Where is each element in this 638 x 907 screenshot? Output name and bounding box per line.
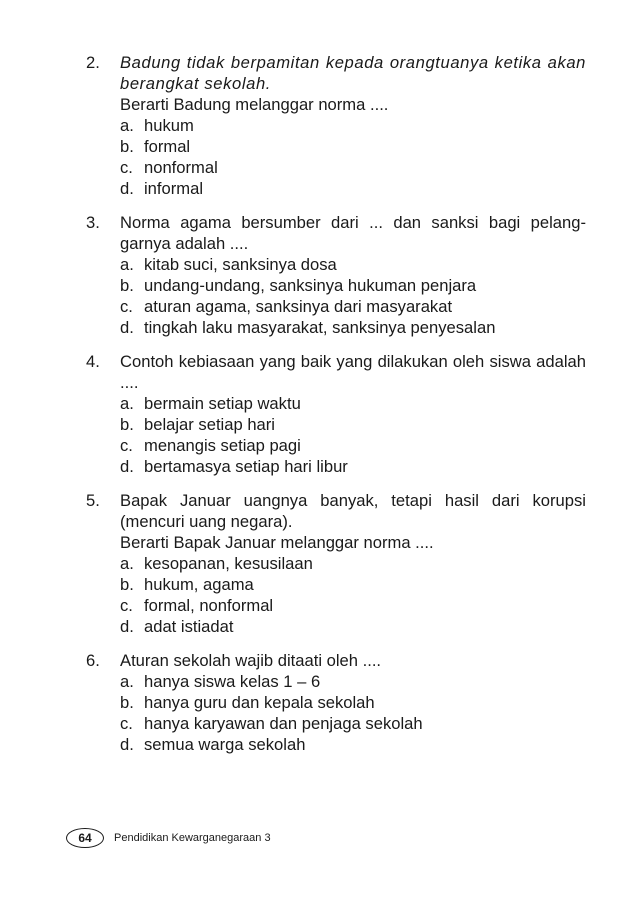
option-b (120, 414, 586, 435)
option-text: formal (144, 137, 191, 156)
page-number-badge: 64 (66, 828, 104, 848)
option-d (120, 456, 586, 477)
option-text: bermain setiap waktu (144, 394, 301, 413)
option-letter: b. (120, 575, 134, 594)
question-6 (86, 650, 586, 755)
question-3 (86, 212, 586, 338)
question-body (120, 351, 586, 477)
option-text: hanya siswa kelas 1 – 6 (144, 672, 321, 691)
option-letter: a. (120, 255, 134, 274)
option-letter: a. (120, 394, 134, 413)
option-d (120, 734, 586, 755)
question-number: 3. (86, 213, 100, 232)
option-letter: b. (120, 693, 134, 712)
option-letter: b. (120, 415, 134, 434)
option-letter: c. (120, 158, 133, 177)
question-stem: Aturan sekolah wajib ditaati oleh .... (120, 651, 382, 670)
option-d (120, 616, 586, 637)
option-a (120, 254, 586, 275)
option-a (120, 553, 586, 574)
option-letter: c. (120, 297, 133, 316)
option-text: undang-undang, sanksinya hukuman penjara (144, 276, 477, 295)
option-letter: d. (120, 457, 134, 476)
question-stem: Badung tidak berpamitan kepada orangtuanya ketika akan berangkat sekolah. (120, 53, 586, 93)
question-4 (86, 351, 586, 477)
option-text: informal (144, 179, 204, 198)
option-b (120, 136, 586, 157)
question-body (120, 490, 586, 637)
question-prompt: Berarti Bapak Januar melanggar norma .... (120, 533, 434, 552)
book-title: Pendidikan Kewarganegaraan 3 (114, 832, 271, 844)
option-a (120, 393, 586, 414)
option-d (120, 178, 586, 199)
question-5 (86, 490, 586, 637)
option-text: menangis setiap pagi (144, 436, 301, 455)
question-number: 4. (86, 352, 100, 371)
question-number: 2. (86, 53, 100, 72)
page-footer (66, 828, 271, 848)
question-number: 6. (86, 651, 100, 670)
option-b (120, 275, 586, 296)
option-text: hukum (144, 116, 194, 135)
option-letter: c. (120, 596, 133, 615)
option-a (120, 671, 586, 692)
option-letter: c. (120, 436, 133, 455)
option-letter: d. (120, 318, 134, 337)
option-letter: d. (120, 617, 134, 636)
option-text: hukum, agama (144, 575, 254, 594)
question-list (86, 52, 586, 768)
option-letter: b. (120, 276, 134, 295)
question-stem: Contoh kebiasaan yang baik yang dilakukan oleh siswa adalah .... (120, 352, 586, 392)
option-text: formal, nonformal (144, 596, 274, 615)
question-body (120, 212, 586, 338)
option-c (120, 435, 586, 456)
option-letter: a. (120, 554, 134, 573)
option-b (120, 574, 586, 595)
option-letter: d. (120, 735, 134, 754)
option-letter: c. (120, 714, 133, 733)
option-d (120, 317, 586, 338)
question-body (120, 650, 586, 755)
option-letter: b. (120, 137, 134, 156)
question-number: 5. (86, 491, 100, 510)
option-text: semua warga sekolah (144, 735, 306, 754)
question-stem: Norma agama bersumber dari ... dan sanksi bagi pelang- garnya adalah .... (120, 213, 586, 253)
question-prompt: Berarti Badung melanggar norma .... (120, 95, 389, 114)
option-c (120, 157, 586, 178)
option-b (120, 692, 586, 713)
option-c (120, 713, 586, 734)
option-text: aturan agama, sanksinya dari masyarakat (144, 297, 453, 316)
option-text: bertamasya setiap hari libur (144, 457, 348, 476)
question-stem: Bapak Januar uangnya banyak, tetapi hasil dari korupsi (mencuri uang negara). (120, 491, 586, 531)
question-2 (86, 52, 586, 199)
option-c (120, 595, 586, 616)
option-letter: a. (120, 116, 134, 135)
option-text: kitab suci, sanksinya dosa (144, 255, 337, 274)
option-letter: d. (120, 179, 134, 198)
option-c (120, 296, 586, 317)
option-text: tingkah laku masyarakat, sanksinya penyesalan (144, 318, 496, 337)
question-body (120, 52, 586, 199)
option-text: belajar setiap hari (144, 415, 275, 434)
option-text: adat istiadat (144, 617, 234, 636)
option-text: nonformal (144, 158, 218, 177)
option-a (120, 115, 586, 136)
option-letter: a. (120, 672, 134, 691)
option-text: hanya karyawan dan penjaga sekolah (144, 714, 423, 733)
option-text: kesopanan, kesusilaan (144, 554, 313, 573)
option-text: hanya guru dan kepala sekolah (144, 693, 375, 712)
